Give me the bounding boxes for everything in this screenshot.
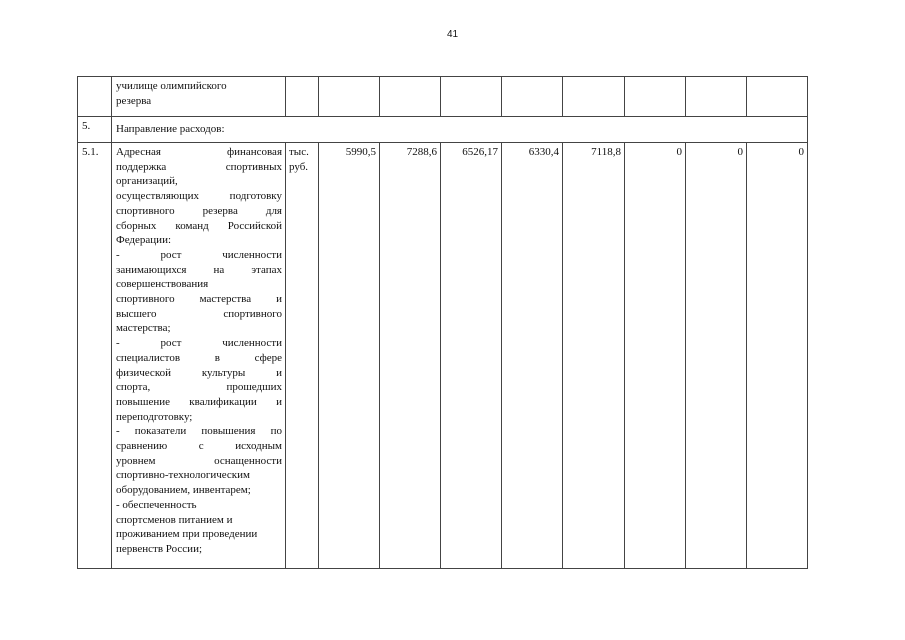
- text-line: Адресная финансовая: [116, 146, 282, 158]
- text-line: сравнению с исходным: [116, 440, 282, 453]
- text-line: спорта, прошедших: [116, 381, 282, 394]
- budget-table: [77, 76, 808, 569]
- text-line: проживанием при проведении: [116, 528, 258, 541]
- page-number: 41: [446, 29, 459, 40]
- text-line: специалистов в сфере: [116, 351, 282, 364]
- cell-value: 5990,5: [319, 143, 380, 569]
- cell-unit-empty: [286, 77, 319, 117]
- text-line: оборудованием, инвентарем;: [116, 484, 251, 497]
- text-line: спортивно-технологическим: [116, 469, 250, 482]
- text-line: первенств России;: [116, 542, 203, 555]
- text-line: - рост численности: [116, 248, 282, 261]
- text-line: спортивного мастерства и: [116, 293, 282, 306]
- text-line: занимающихся на этапах: [116, 263, 282, 276]
- text-line: повышение квалификации и: [116, 395, 282, 408]
- cell-index: 5.: [78, 117, 112, 143]
- cell-value-empty: [441, 77, 502, 117]
- cell-description: [112, 143, 286, 569]
- unit-line: руб.: [289, 160, 309, 173]
- cell-value: 7288,6: [380, 143, 441, 569]
- cell-value-empty: [625, 77, 686, 117]
- cell-value: 0: [747, 143, 808, 569]
- text-line: высшего спортивного: [116, 307, 282, 320]
- text-line: переподготовку;: [116, 410, 193, 423]
- cell-value: 6330,4: [502, 143, 563, 569]
- text-line: физической культуры и: [116, 366, 282, 379]
- cell-description-continued: [112, 77, 286, 117]
- cell-value-empty: [319, 77, 380, 117]
- cell-section-title: Направление расходов:: [112, 117, 808, 143]
- cell-value: 6526,17: [441, 143, 502, 569]
- cell-value-empty: [686, 77, 747, 117]
- cell-value-empty: [502, 77, 563, 117]
- text-line: - обеспеченность: [116, 498, 197, 511]
- text-line: - рост численности: [116, 337, 282, 350]
- table-row-continued: [78, 77, 808, 117]
- unit-line: тыс.: [289, 146, 309, 158]
- cell-value-empty: [563, 77, 625, 117]
- text-line: мастерства;: [116, 322, 171, 335]
- text-line: - показатели повышения по: [116, 425, 282, 438]
- text-line: уровнем оснащенности: [116, 454, 282, 467]
- text-line: поддержка спортивных: [116, 160, 282, 173]
- cell-value: 0: [686, 143, 747, 569]
- text-line: осуществляющих подготовку: [116, 190, 282, 203]
- cell-value: 7118,8: [563, 143, 625, 569]
- cell-index: 5.1.: [78, 143, 112, 569]
- text-line: организаций,: [116, 175, 178, 188]
- cell-unit: [286, 143, 319, 569]
- cell-value-empty: [747, 77, 808, 117]
- cell-index-empty: [78, 77, 112, 117]
- text-line: совершенствования: [116, 278, 209, 291]
- text-line: училище олимпийского: [116, 80, 227, 92]
- table-row-section-5: [78, 117, 808, 143]
- text-line: спортивного резерва для: [116, 204, 282, 217]
- text-line: спортсменов питанием и: [116, 513, 233, 526]
- table-row-5-1: [78, 143, 808, 569]
- cell-value-empty: [380, 77, 441, 117]
- text-line: резерва: [116, 94, 152, 107]
- cell-value: 0: [625, 143, 686, 569]
- text-line: Федерации:: [116, 234, 172, 247]
- text-line: сборных команд Российской: [116, 219, 282, 232]
